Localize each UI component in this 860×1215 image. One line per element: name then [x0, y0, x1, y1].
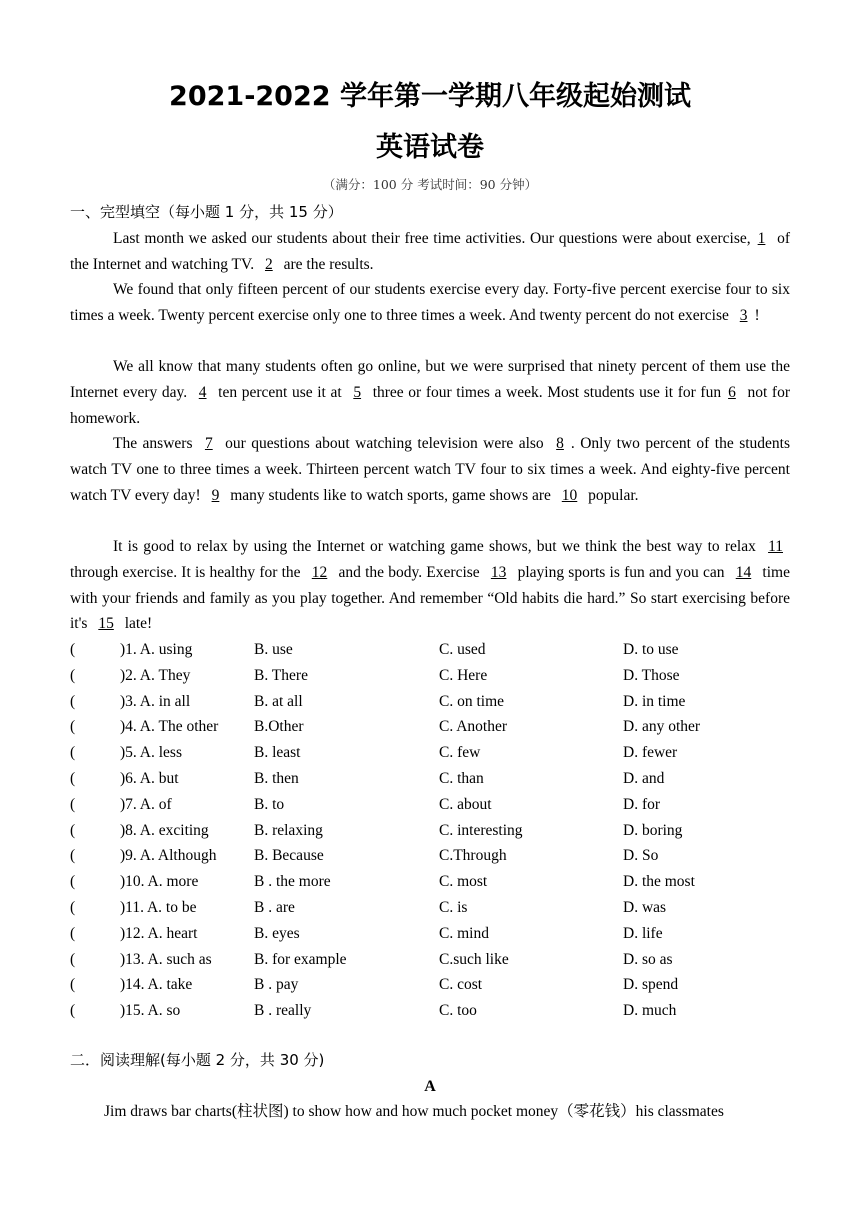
option-a: )13. A. such as: [120, 950, 212, 968]
option-a: )2. A. They: [120, 666, 191, 684]
option-a: )5. A. less: [120, 744, 182, 762]
text-span: We all know that many students often go online, but we were surprised that ninety percent of them use the Internet every day.: [70, 358, 790, 401]
option-b: B. then: [254, 770, 299, 787]
exam-subject-title: 英语试卷: [376, 132, 484, 163]
option-a: )4. A. The other: [120, 718, 219, 736]
option-d: D. and: [623, 770, 665, 787]
answer-bracket: (: [70, 899, 76, 916]
question-row: [70, 663, 790, 689]
reading-part-label: A: [424, 1078, 436, 1095]
answer-bracket: (: [70, 873, 76, 891]
option-d: D. boring: [623, 821, 683, 839]
option-c: C. about: [439, 795, 492, 813]
option-b: B. for example: [254, 950, 347, 968]
text-span: . Only two percent of the students watch TV one to three times a week. Thirteen percent watch TV four to six times a week. And eighty-five percent watch TV every day!: [70, 435, 790, 504]
cloze-paragraph-5: [70, 534, 790, 637]
option-a: )3. A. in all: [120, 692, 191, 710]
section-heading-reading: 二．阅读理解(每小题 2 分，共 30 分): [70, 1051, 325, 1069]
option-a: )9. A. Although: [120, 847, 217, 865]
question-row: [70, 714, 790, 740]
option-d: D. Those: [623, 666, 680, 684]
answer-bracket: (: [70, 770, 76, 787]
option-b: B . really: [254, 1002, 312, 1020]
answer-bracket: (: [70, 1002, 76, 1020]
answer-bracket: (: [70, 950, 76, 968]
blank-10: 10: [561, 486, 578, 504]
text-span: !: [754, 306, 760, 324]
text-span: of the Internet and watching TV.: [70, 230, 790, 273]
text-span: not for homework.: [70, 383, 790, 427]
blank-9: 9: [211, 486, 220, 504]
text-span: late!: [120, 615, 153, 633]
option-b: B.Other: [254, 718, 304, 736]
option-c: C. cost: [439, 976, 483, 994]
text-span: three or four times a week. Most students use it for fun: [368, 383, 722, 401]
option-c: C.such like: [439, 950, 509, 968]
option-d: D. the most: [623, 873, 695, 891]
text-span: are the results.: [279, 255, 374, 273]
option-d: D. any other: [623, 718, 701, 736]
question-row: [70, 689, 790, 715]
option-c: C. Here: [439, 666, 488, 684]
question-row: [70, 972, 790, 998]
text-span: playing sports is fun and you can: [513, 563, 729, 581]
answer-bracket: (: [70, 847, 76, 865]
option-a: )8. A. exciting: [120, 821, 209, 839]
option-b: B. relaxing: [254, 821, 323, 839]
blank-5: 5: [353, 383, 362, 401]
answer-bracket: (: [70, 924, 76, 942]
option-b: B. least: [254, 744, 301, 762]
option-b: B . pay: [254, 976, 299, 994]
option-d: D. to use: [623, 641, 679, 658]
blank-13: 13: [490, 563, 507, 581]
text-span: Last month we asked our students about their free time activities. Our questions were about exercise,: [113, 230, 751, 247]
question-row: [70, 998, 790, 1024]
option-d: D. for: [623, 795, 661, 813]
blank-14: 14: [735, 563, 752, 581]
blank-12: 12: [311, 563, 328, 581]
text-span: It is good to relax by using the Internet or watching game shows, but we think the best way to relax: [113, 538, 762, 555]
blank-8: 8: [556, 435, 564, 452]
option-b: B. use: [254, 641, 293, 658]
option-a: )7. A. of: [120, 795, 172, 813]
question-row: [70, 740, 790, 766]
answer-bracket: (: [70, 976, 76, 994]
blank-2: 2: [264, 255, 273, 273]
text-span: our questions about watching television were also: [219, 435, 550, 452]
option-d: D. life: [623, 924, 663, 942]
blank-11: 11: [768, 538, 783, 555]
question-row: [70, 895, 790, 921]
cloze-paragraph-2: [70, 277, 790, 329]
option-a: )14. A. take: [120, 976, 193, 994]
answer-bracket: (: [70, 795, 76, 813]
question-row: [70, 818, 790, 844]
question-row: [70, 921, 790, 947]
option-c: C.Through: [439, 847, 507, 865]
text-span: time with your friends and family as you play together. And remember “Old habits die hard.” So start exercising before it's: [70, 563, 790, 633]
question-row: [70, 843, 790, 869]
question-row: [70, 766, 790, 792]
option-b: B. to: [254, 795, 285, 813]
option-b: B. eyes: [254, 924, 300, 942]
cloze-paragraph-1: [70, 226, 790, 278]
option-b: B . are: [254, 899, 295, 916]
text-span: The answers: [113, 435, 198, 452]
text-span: popular.: [584, 486, 639, 504]
blank-6: 6: [728, 383, 736, 401]
option-d: D. So: [623, 847, 659, 865]
option-c: C. interesting: [439, 821, 523, 839]
option-b: B. at all: [254, 692, 303, 710]
option-a: )6. A. but: [120, 770, 179, 787]
option-a: )1. A. using: [120, 641, 193, 658]
option-c: C. than: [439, 770, 484, 787]
exam-info: （满分：100 分 考试时间：90 分钟）: [322, 177, 538, 192]
option-b: B. There: [254, 666, 308, 684]
exam-title: 2021-2022 学年第一学期八年级起始测试: [169, 81, 691, 112]
answer-bracket: (: [70, 641, 76, 658]
question-row: [70, 792, 790, 818]
option-c: C. on time: [439, 692, 505, 710]
option-a: )10. A. more: [120, 873, 199, 891]
reading-intro: Jim draws bar charts(柱状图) to show how and how much pocket money（零花钱）his classmates: [104, 1103, 724, 1120]
option-a: )12. A. heart: [120, 924, 198, 942]
option-c: C. used: [439, 641, 486, 658]
text-span: ten percent use it at: [213, 383, 347, 401]
option-d: D. was: [623, 899, 667, 916]
blank-1: 1: [757, 230, 766, 247]
question-row: [70, 869, 790, 895]
question-row: [70, 947, 790, 973]
option-b: B. Because: [254, 847, 324, 865]
cloze-paragraph-3: [70, 354, 790, 431]
option-c: C. is: [439, 899, 468, 916]
option-c: C. mind: [439, 924, 489, 942]
text-span: through exercise. It is healthy for the: [70, 563, 305, 581]
option-b: B . the more: [254, 873, 331, 891]
text-span: We found that only fifteen percent of our students exercise every day. Forty-five percent exercise four to six times a week. Twenty percent exercise only one to three times a week. And twenty percent do not exercise: [70, 281, 790, 324]
text-span: many students like to watch sports, game shows are: [226, 486, 555, 504]
option-d: D. spend: [623, 976, 679, 994]
answer-bracket: (: [70, 718, 76, 736]
question-row: [70, 637, 790, 663]
option-a: )11. A. to be: [120, 899, 197, 916]
blank-7: 7: [204, 435, 213, 452]
answer-bracket: (: [70, 666, 76, 684]
option-d: D. in time: [623, 692, 686, 710]
blank-4: 4: [198, 383, 207, 401]
option-a: )15. A. so: [120, 1002, 181, 1020]
section-heading-cloze: 一、完型填空（每小题 1 分，共 15 分）: [70, 203, 343, 221]
option-c: C. Another: [439, 718, 508, 736]
blank-15: 15: [98, 615, 114, 633]
cloze-paragraph-4: [70, 431, 790, 508]
option-d: D. fewer: [623, 744, 678, 762]
answer-bracket: (: [70, 692, 76, 710]
option-c: C. most: [439, 873, 488, 891]
answer-bracket: (: [70, 744, 76, 762]
option-d: D. so as: [623, 950, 673, 968]
option-d: D. much: [623, 1002, 677, 1020]
option-c: C. too: [439, 1002, 477, 1020]
answer-bracket: (: [70, 821, 76, 839]
text-span: and the body. Exercise: [334, 563, 484, 581]
blank-3: 3: [739, 306, 748, 324]
option-c: C. few: [439, 744, 481, 762]
